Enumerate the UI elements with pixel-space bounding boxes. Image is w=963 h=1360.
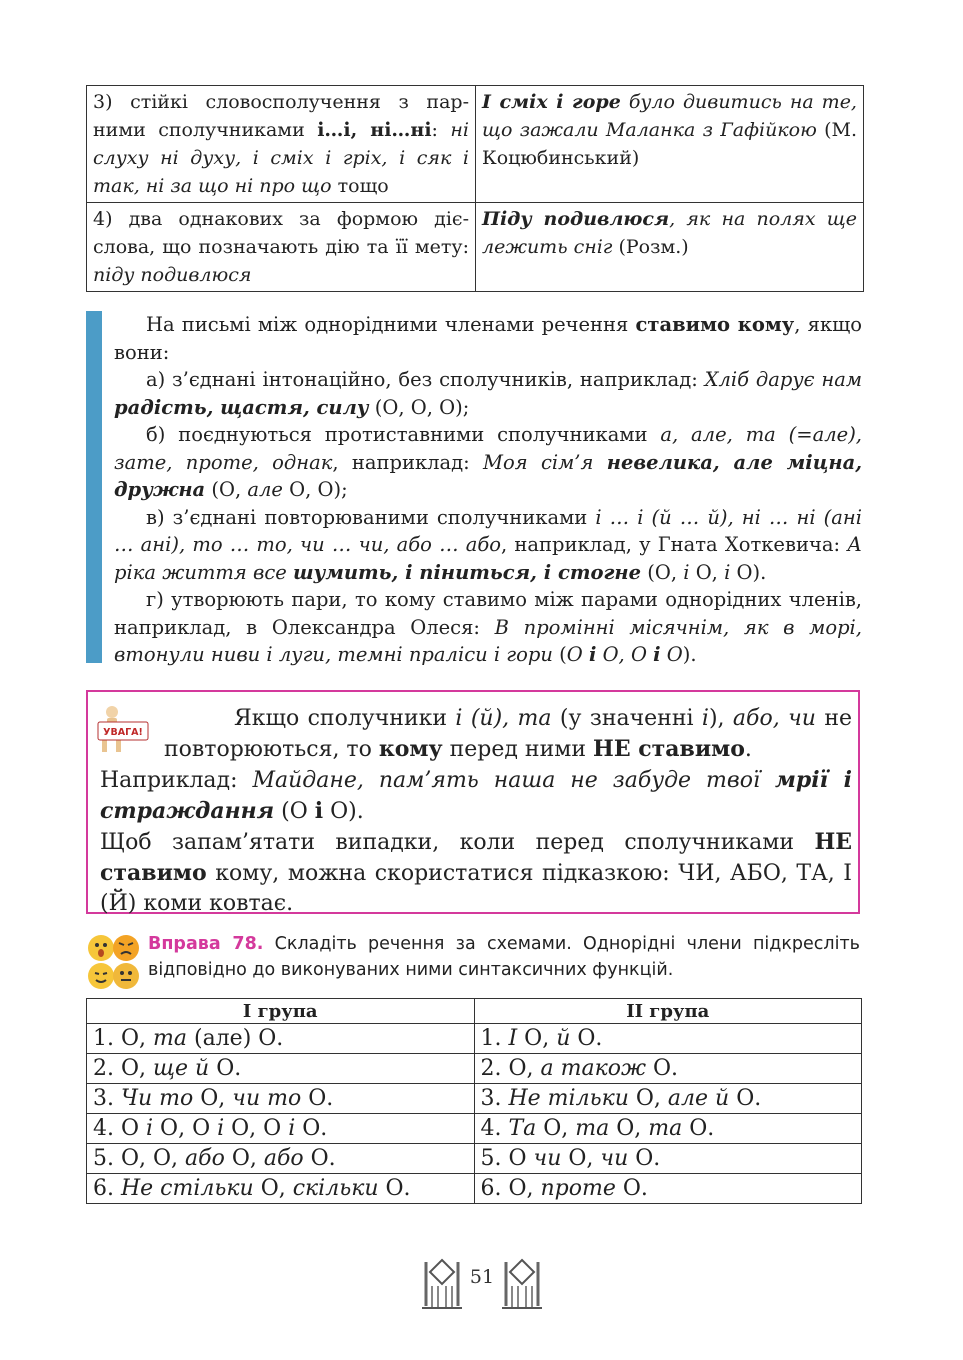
cell-text: було дивитись на те, що зажали Маланка з Гафійкою [482, 91, 857, 141]
svg-text:УВАГА!: УВАГА! [103, 727, 143, 738]
cell-text: (М. Коцюбинський) [482, 119, 857, 169]
exercise-task: Складіть речення за схемами. Однорідні члени підкресліть відповідно до виконуваних ними синтаксичних функцій. [148, 934, 860, 980]
rule-item-a: а) з’єднані інтонаційно, без сполучників, наприклад: Хліб дарує нам радість, щастя, силу (О, О, О); [114, 368, 863, 419]
exercise-label: Вправа 78. [148, 934, 264, 954]
attention-p1: Якщо сполучники і (й), та (у значенні і), або, чи не повторюються, то кому перед ними НЕ ставимо. [164, 706, 853, 762]
page-number: 51 [469, 1266, 495, 1288]
table-row [87, 1144, 862, 1174]
cell-text: і…і, ні…ні [317, 119, 432, 141]
ornament-right-icon [500, 1256, 544, 1312]
attention-p3: Щоб запам’ятати випадки, коли перед сполучниками НЕ ставимо кому, можна скористатися підказкою: ЧИ, АБО, ТА, І (Й) коми ковтає. [100, 829, 852, 916]
table-cell: 2. О, ще й О. [87, 1054, 475, 1084]
column-header: ІІ група [474, 999, 862, 1024]
column-header: І група [87, 999, 475, 1024]
attention-p2: Наприклад: Майдане, пам’ять наша не забуде твої мрії і страждання (О і О). [100, 767, 853, 824]
rule-side-bar [86, 311, 102, 663]
table-cell: 4. Та О, та О, та О. [474, 1114, 862, 1144]
cell-text: ні слуху ні духу, і сміх і гріх, і сяк і так, ні за що ні про що [93, 119, 469, 197]
cell-text: 4) два однакових за формою дієслова, що позначають дію та її мету: [93, 208, 469, 258]
table-cell: 4. О і О, О і О, О і О. [87, 1114, 475, 1144]
table-cell [476, 86, 864, 203]
emoji-faces-icon [86, 932, 142, 992]
table-row [87, 86, 864, 203]
table-cell: 6. Не стільки О, скільки О. [87, 1174, 475, 1204]
table-cell [87, 203, 476, 292]
cell-text: І сміх і горе [482, 91, 621, 113]
cell-text: тощо [331, 175, 389, 197]
table-cell: 5. О чи О, чи О. [474, 1144, 862, 1174]
table-row [87, 1054, 862, 1084]
table-row [87, 203, 864, 292]
table-cell: 2. О, а також О. [474, 1054, 862, 1084]
table-row [87, 1114, 862, 1144]
table-cell: 6. О, проте О. [474, 1174, 862, 1204]
cell-text: 3) стійкі словосполучення з парними сполучниками [93, 91, 469, 141]
table-header-row [87, 999, 862, 1024]
cell-text: (Розм.) [612, 236, 689, 258]
rule-item-g: г) утворюють пари, то кому ставимо між парами однорідних членів, наприклад, в Олександра Олеся: В промінні місячнім, як в морі, втонули ниви і луги, темні праліси і гори (О і О, О і О). [114, 588, 862, 666]
table-cell [476, 203, 864, 292]
cell-text: піду подивлюся [93, 264, 252, 286]
table-cell: 1. І О, й О. [474, 1024, 862, 1054]
schemes-table [86, 998, 862, 1204]
table-cell [87, 86, 476, 203]
attention-text [100, 704, 852, 919]
table-cell: 3. Чи то О, чи то О. [87, 1084, 475, 1114]
rule-item-v: в) з’єднані повторюваними сполучниками і … і (й … й), ні … ні (ані … ані), то … то, чи … чи, або … або, наприклад, у Гната Хоткевича: А ріка життя все шумить, і піниться, і стогне (О, і О, і О). [114, 505, 862, 584]
table-row [87, 1174, 862, 1204]
table-row [87, 1024, 862, 1054]
page-footer [420, 1256, 544, 1312]
table-cell: 1. О, та (але) О. [87, 1024, 475, 1054]
table-cell: 3. Не тільки О, але й О. [474, 1084, 862, 1114]
cell-text: Піду подивлюся [482, 208, 670, 230]
examples-table [86, 85, 864, 292]
table-row [87, 1084, 862, 1114]
cell-text: , як на полях ще лежить сніг [482, 208, 857, 258]
rule-block [86, 311, 864, 666]
cell-text: : [431, 119, 451, 141]
attention-box [86, 690, 860, 914]
rule-intro: На письмі між однорідними членами речення ставимо кому, якщо вони: [114, 313, 862, 364]
table-cell: 5. О, О, або О, або О. [87, 1144, 475, 1174]
rule-text [114, 311, 862, 669]
rule-item-b: б) поєднуються протиставними сполучниками а, але, та (=але), зате, проте, однак, наприклад: Моя сім’я невелика, але міцна, дружна (О, але О, О); [114, 423, 863, 501]
exercise-text [148, 931, 860, 983]
